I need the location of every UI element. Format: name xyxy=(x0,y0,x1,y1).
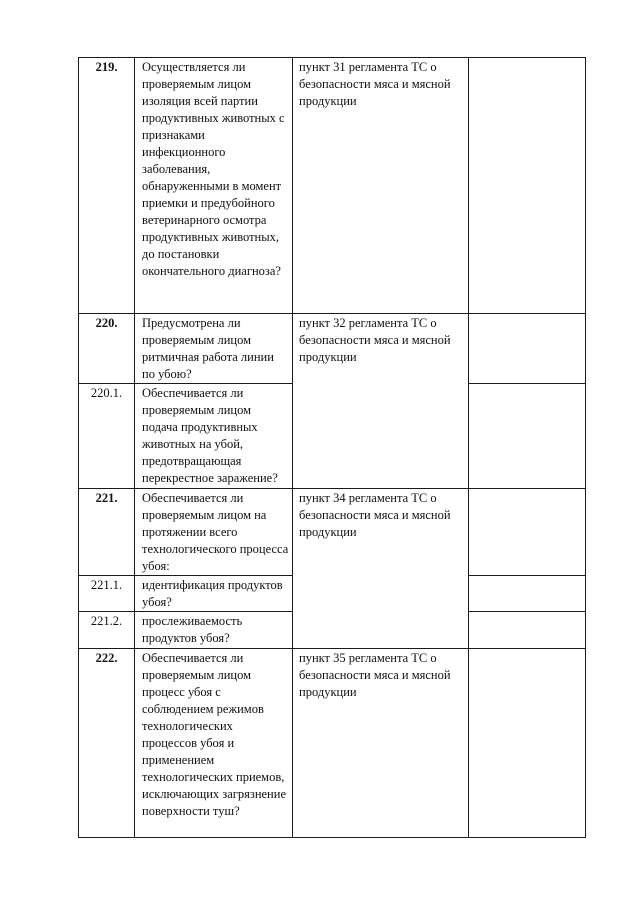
row-number: 221. xyxy=(79,489,135,576)
checklist-table xyxy=(78,57,586,838)
regulation-reference: пункт 35 регламента ТС о безопасности мяса и мясной продукции xyxy=(293,649,469,838)
table-row xyxy=(79,489,586,576)
regulation-reference: пункт 31 регламента ТС о безопасности мяса и мясной продукции xyxy=(293,58,469,314)
row-number: 220.1. xyxy=(79,384,135,489)
answer-cell xyxy=(469,489,586,576)
answer-cell xyxy=(469,576,586,612)
table-row xyxy=(79,314,586,384)
answer-cell xyxy=(469,384,586,489)
answer-cell xyxy=(469,649,586,838)
table-row xyxy=(79,649,586,838)
row-number: 219. xyxy=(79,58,135,314)
row-number: 222. xyxy=(79,649,135,838)
regulation-reference: пункт 32 регламента ТС о безопасности мяса и мясной продукции xyxy=(293,314,469,489)
document-page xyxy=(78,57,585,838)
question-text: Обеспечивается ли проверяемым лицом подача продуктивных животных на убой, предотвращающая перекрестное заражение? xyxy=(135,384,293,489)
row-number: 221.2. xyxy=(79,612,135,649)
answer-cell xyxy=(469,612,586,649)
question-text: Обеспечивается ли проверяемым лицом на протяжении всего технологического процесса убоя: xyxy=(135,489,293,576)
table-row xyxy=(79,58,586,314)
row-number: 221.1. xyxy=(79,576,135,612)
question-text: Осуществляется ли проверяемым лицом изоляция всей партии продуктивных животных с признаками инфекционного заболевания, обнаруженными в момент приемки и предубойного ветеринарного осмотра продуктивных животных, до постановки окончательного диагноза? xyxy=(135,58,293,314)
answer-cell xyxy=(469,58,586,314)
answer-cell xyxy=(469,314,586,384)
row-number: 220. xyxy=(79,314,135,384)
question-text: Обеспечивается ли проверяемым лицом процесс убоя с соблюдением режимов технологических процессов убоя и применением технологических приемов, исключающих загрязнение поверхности туш? xyxy=(135,649,293,838)
question-text: Предусмотрена ли проверяемым лицом ритмичная работа линии по убою? xyxy=(135,314,293,384)
question-text: прослеживаемость продуктов убоя? xyxy=(135,612,293,649)
regulation-reference: пункт 34 регламента ТС о безопасности мяса и мясной продукции xyxy=(293,489,469,649)
question-text: идентификация продуктов убоя? xyxy=(135,576,293,612)
